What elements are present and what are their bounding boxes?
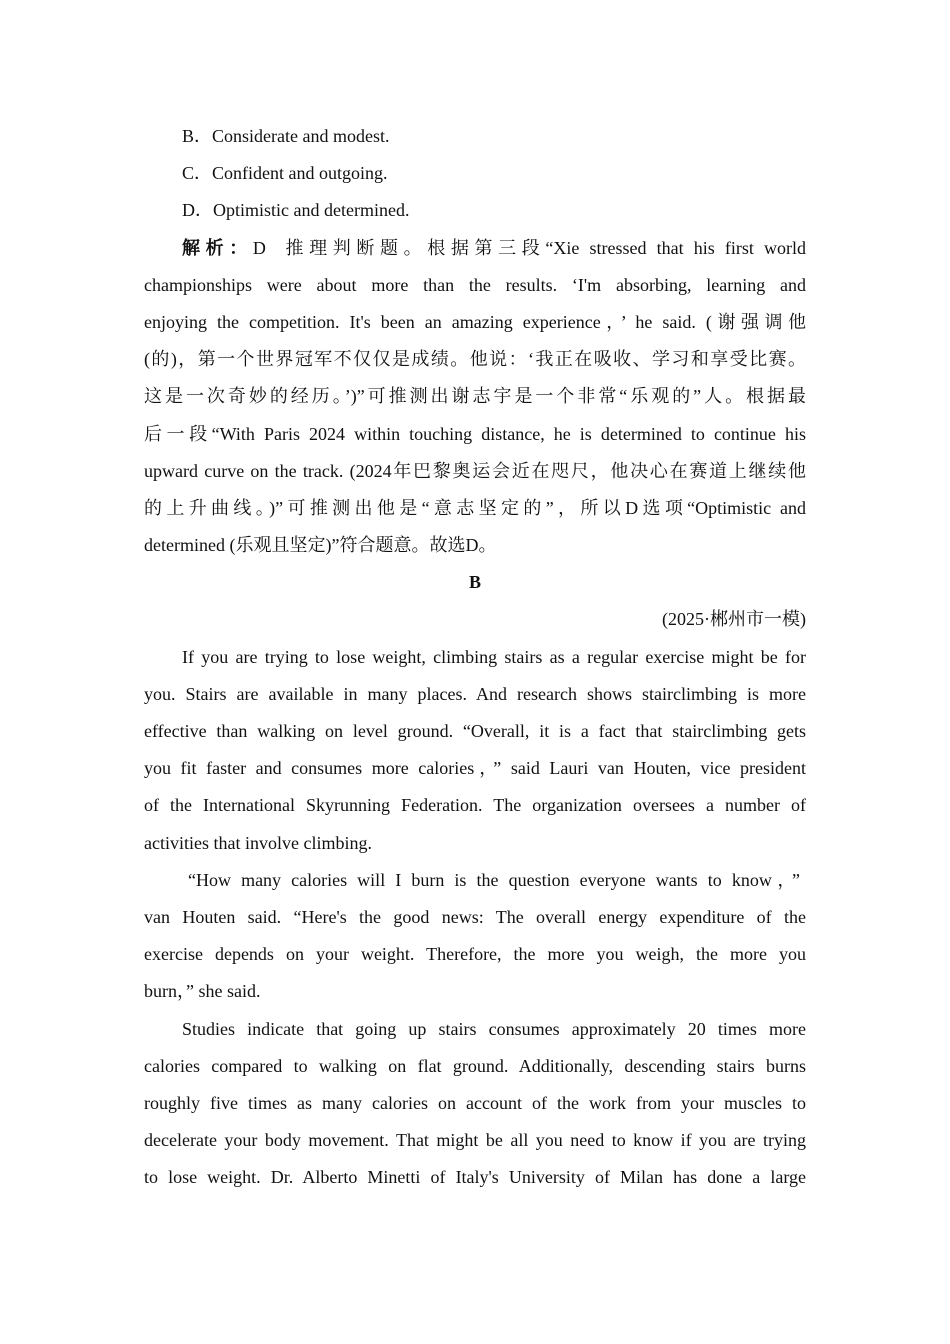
passage-line: If you are trying to lose weight, climbing stairs as a regular exercise might be for (182, 646, 806, 667)
document-page (144, 118, 806, 1196)
passage-line: van Houten said. “Here's the good news: The overall energy expenditure of the (144, 906, 806, 927)
passage-line: to lose weight. Dr. Alberto Minetti of Italy's University of Milan has done a large (144, 1167, 806, 1188)
analysis-line: 的上升曲线。)”可推测出他是“意志坚定的”，所以D选项“Optimistic and (144, 497, 806, 518)
analysis-line (144, 230, 806, 267)
passage-line: of the International Skyrunning Federation. The organization oversees a number of (144, 795, 806, 816)
passage-line: decelerate your body movement. That might be all you need to know if you are trying (144, 1130, 806, 1151)
option-d (144, 192, 806, 229)
option-letter: B． (182, 126, 213, 146)
option-b (144, 118, 806, 155)
analysis-line: 这是一次奇妙的经历。’)”可推测出谢志宇是一个非常“乐观的”人。根据最 (144, 386, 806, 407)
analysis-line: 后一段“With Paris 2024 within touching distance, he is determined to continue his (144, 423, 806, 444)
option-letter: D． (182, 200, 213, 221)
passage-line: calories compared to walking on flat ground. Additionally, descending stairs burns (144, 1055, 806, 1076)
analysis-label: 解析： (182, 237, 253, 258)
section-source: (2025·郴州市一模) (662, 609, 806, 630)
analysis-answer: D (252, 237, 266, 258)
passage-line: “How many calories will I burn is the question everyone wants to know，” (188, 869, 800, 890)
passage-line: roughly five times as many calories on account of the work from your muscles to (144, 1092, 806, 1113)
passage-line: activities that involve climbing. (144, 832, 372, 853)
passage-line: Studies indicate that going up stairs consumes approximately 20 times more (182, 1018, 806, 1039)
analysis-line: determined (乐观且坚定)”符合题意。故选D。 (144, 535, 497, 556)
section-title: B (468, 572, 481, 593)
option-letter: C． (182, 163, 213, 184)
option-c (144, 155, 806, 192)
analysis-text: 推理判断题。根据第三段“Xie stressed that his first world (279, 237, 806, 258)
analysis-line: upward curve on the track. (2024年巴黎奥运会近在咫尺，他决心在赛道上继续他 (144, 460, 806, 481)
analysis-line: (的)，第一个世界冠军不仅仅是成绩。他说：‘我正在吸收、学习和享受比赛。 (144, 349, 806, 370)
passage-line: you. Stairs are available in many places. And research shows stairclimbing is more (144, 683, 806, 704)
analysis-line: championships were about more than the results. ‘I'm absorbing, learning and (144, 274, 806, 295)
option-text: Confident and outgoing. (212, 163, 388, 184)
analysis-line: enjoying the competition. It's been an amazing experience，’ he said. (谢强调他 (144, 311, 806, 332)
passage-line: you fit faster and consumes more calories，” said Lauri van Houten, vice president (144, 758, 806, 779)
passage-line: exercise depends on your weight. Therefore, the more you weigh, the more you (144, 944, 806, 965)
passage-line: burn，” she said. (144, 981, 261, 1002)
option-text: Optimistic and determined. (213, 200, 410, 221)
passage-line: effective than walking on level ground. “Overall, it is a fact that stairclimbing gets (144, 721, 806, 741)
option-text: Considerate and modest. (212, 126, 390, 146)
